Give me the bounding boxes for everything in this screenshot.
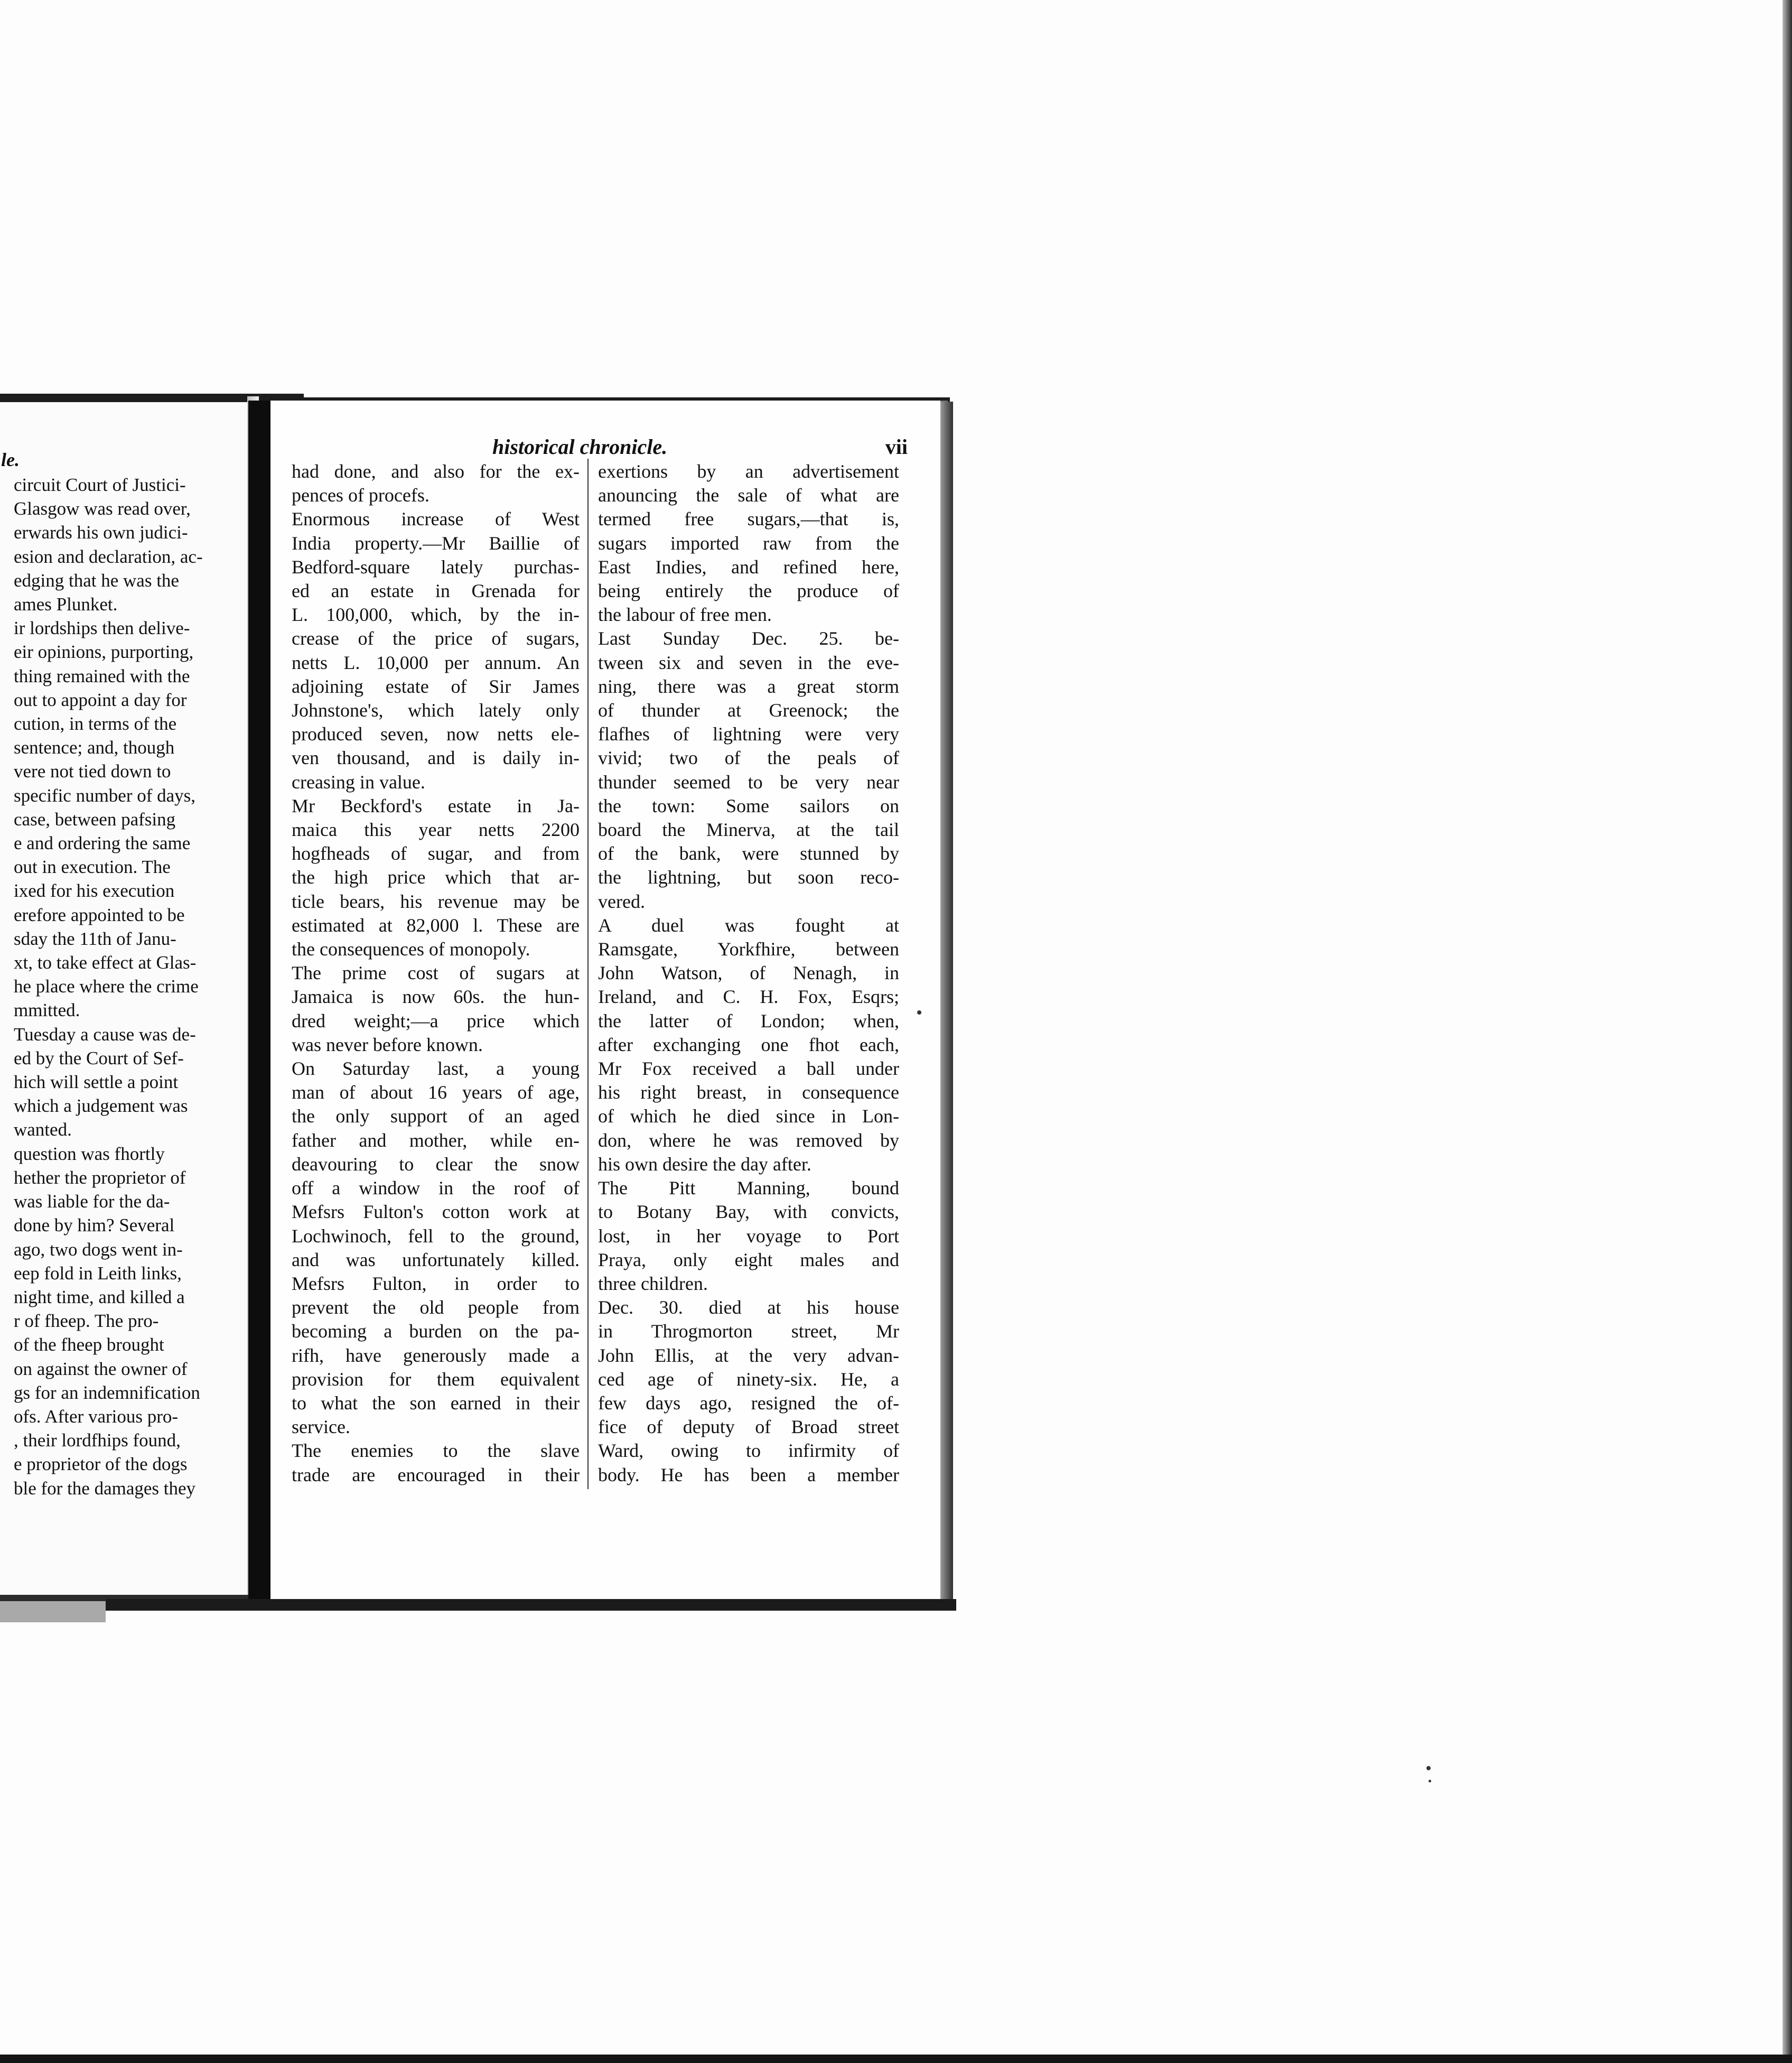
text-line: board the Minerva, at the tail [598,819,899,841]
text-line: the lightning, but soon reco- [598,867,899,888]
text-line: crease of the price of sugars, [292,628,580,649]
text-line: Jamaica is now 60s. the hun- [292,986,580,1008]
text-line: the high price which that ar- [292,867,580,888]
text-line: sugars imported raw from the [598,532,899,554]
text-line: Tuesday a cause was de- [14,1024,196,1045]
text-line: provision for them equivalent [292,1368,580,1390]
text-line: The Pitt Manning, bound [598,1177,899,1199]
text-line: in Throgmorton street, Mr [598,1321,899,1342]
text-line: East Indies, and refined here, [598,556,899,578]
text-line: Mefsrs Fulton's cotton work at [292,1201,580,1223]
text-line: off a window in the roof of [292,1177,580,1199]
text-line: xt, to take effect at Glas- [14,952,197,973]
text-line: Bedford-square lately purchas- [292,556,580,578]
text-line: A duel was fought at [598,914,899,936]
text-line: sday the 11th of Janu- [14,928,176,949]
text-line: of thunder at Greenock; the [598,700,899,721]
text-line: case, between pafsing [14,809,176,830]
book-gutter [248,401,270,1600]
text-line: ble for the damages they [14,1477,196,1499]
text-line: father and mother, while en- [292,1129,580,1151]
text-line: service. [292,1416,350,1438]
text-line: out in execution. The [14,857,171,878]
text-line: rifh, have generously made a [292,1344,580,1366]
ink-speck [917,1010,921,1015]
text-line: of the fheep brought [14,1334,164,1355]
text-line: produced seven, now netts ele- [292,723,580,745]
text-line: being entirely the produce of [598,580,899,602]
text-line: anouncing the sale of what are [598,485,899,506]
text-line: Praya, only eight males and [598,1249,899,1270]
text-line: exertions by an advertisement [598,461,899,482]
text-line: body. He has been a member [598,1464,899,1485]
text-line: erwards his own judici- [14,522,188,543]
text-line: cution, in terms of the [14,713,177,735]
text-line: ning, there was a great storm [598,675,899,697]
text-line: ofs. After various pro- [14,1406,179,1427]
text-line: Mr Beckford's estate in Ja- [292,795,580,816]
text-line: hich will settle a point [14,1072,179,1093]
text-line: ed by the Court of Sef- [14,1047,184,1068]
text-line: eep fold in Leith links, [14,1262,182,1284]
text-line: his right breast, in consequence [598,1082,899,1103]
text-line: was liable for the da- [14,1191,170,1212]
text-line: don, where he was removed by [598,1129,899,1151]
text-line: wanted. [14,1119,72,1140]
text-line: on against the owner of [14,1358,188,1379]
text-line: Enormous increase of West [292,508,580,530]
text-line: eir opinions, purporting, [14,642,194,663]
left-page [0,404,248,1599]
left-running-head: le. [1,449,20,470]
text-line: gs for an indemnification [14,1382,200,1403]
text-line: had done, and also for the ex- [292,461,580,482]
text-line: Dec. 30. died at his house [598,1297,899,1318]
scan-frame-bottom [0,2055,1792,2063]
text-line: estimated at 82,000 l. These are [292,914,580,936]
text-line: , their lordfhips found, [14,1430,181,1451]
text-line: which a judgement was [14,1095,188,1117]
text-line: prevent the old people from [292,1297,580,1318]
text-line: and was unfortunately killed. [292,1249,580,1270]
left-page-shadow [0,1601,106,1622]
text-line: Last Sunday Dec. 25. be- [598,628,899,649]
text-line: Mr Fox received a ball under [598,1058,899,1080]
text-column-1 [292,460,580,1487]
text-line: John Watson, of Nenagh, in [598,962,899,984]
running-head: historical chronicle. [492,435,668,459]
text-line: the consequences of monopoly. [292,938,530,960]
text-line: netts L. 10,000 per annum. An [292,652,580,673]
text-line: ago, two dogs went in- [14,1239,183,1260]
text-line: ed an estate in Grenada for [292,580,580,602]
text-line: after exchanging one fhot each, [598,1034,899,1055]
text-line: to Botany Bay, with convicts, [598,1201,899,1223]
text-line: was never before known. [292,1034,483,1055]
text-line: Ward, owing to infirmity of [598,1440,899,1462]
text-line: Glasgow was read over, [14,498,191,519]
text-line: he place where the crime [14,976,199,997]
text-line: to what the son earned in their [292,1392,580,1414]
text-line: trade are encouraged in their [292,1464,580,1485]
book-bottom-edge [106,1599,956,1611]
text-line: adjoining estate of Sir James [292,675,580,697]
text-line: Mefsrs Fulton, in order to [292,1272,580,1294]
text-line: the latter of London; when, [598,1010,899,1032]
text-line: the only support of an aged [292,1105,580,1127]
text-line: the town: Some sailors on [598,795,899,816]
text-line: vere not tied down to [14,761,171,782]
text-line: creasing in value. [292,771,425,793]
text-line: deavouring to clear the snow [292,1153,580,1175]
text-line: esion and declaration, ac- [14,546,203,567]
text-line: lost, in her voyage to Port [598,1225,899,1247]
text-line: of which he died since in Lon- [598,1105,899,1127]
right-page [270,401,948,1599]
text-line: vered. [598,890,645,912]
text-line: hogfheads of sugar, and from [292,843,580,865]
text-line: becoming a burden on the pa- [292,1321,580,1342]
text-line: three children. [598,1272,708,1294]
text-line: ven thousand, and is daily in- [292,747,580,769]
page-header [492,434,915,461]
text-column-2 [598,460,899,1487]
text-line: few days ago, resigned the of- [598,1392,899,1414]
text-line: his own desire the day after. [598,1153,811,1175]
text-line: out to appoint a day for [14,689,187,710]
text-line: thing remained with the [14,665,190,686]
text-line: India property.—Mr Baillie of [292,532,580,554]
text-line: man of about 16 years of age, [292,1082,580,1103]
text-line: Ramsgate, Yorkfhire, between [598,938,899,960]
text-line: ir lordships then delive- [14,618,190,639]
text-line: flafhes of lightning were very [598,723,899,745]
text-line: erefore appointed to be [14,904,185,925]
text-line: vivid; two of the peals of [598,747,899,769]
text-line: The prime cost of sugars at [292,962,580,984]
text-line: the labour of free men. [598,604,772,626]
text-line: circuit Court of Justici- [14,475,186,495]
text-line: night time, and killed a [14,1286,185,1307]
scan-frame-right [1782,0,1792,2063]
text-line: done by him? Several [14,1215,175,1236]
ink-speck [1426,1766,1431,1770]
text-line: ixed for his execution [14,880,175,902]
text-line: thunder seemed to be very near [598,771,899,793]
text-line: On Saturday last, a young [292,1058,580,1080]
ink-speck [1429,1780,1431,1782]
text-line: e proprietor of the dogs [14,1454,188,1475]
column-rule [587,459,589,1489]
text-line: dred weight;—a price which [292,1010,580,1032]
text-line: tween six and seven in the eve- [598,652,899,673]
text-line: hether the proprietor of [14,1167,186,1188]
text-line: The enemies to the slave [292,1440,580,1462]
text-line: Johnstone's, which lately only [292,700,580,721]
text-line: e and ordering the same [14,833,191,854]
text-line: L. 100,000, which, by the in- [292,604,580,626]
text-line: termed free sugars,—that is, [598,508,899,530]
text-line: Lochwinoch, fell to the ground, [292,1225,580,1247]
text-line: ames Plunket. [14,594,118,615]
text-line: sentence; and, though [14,737,175,758]
text-line: John Ellis, at the very advan- [598,1344,899,1366]
right-page-shadow [940,402,953,1599]
text-line: question was fhortly [14,1143,165,1164]
text-line: of the bank, were stunned by [598,843,899,865]
text-line: maica this year netts 2200 [292,819,580,841]
text-line: fice of deputy of Broad street [598,1416,899,1438]
text-line: ced age of ninety-six. He, a [598,1368,899,1390]
text-line: ticle bears, his revenue may be [292,890,580,912]
text-line: pences of procefs. [292,485,430,506]
text-line: mmitted. [14,1000,80,1021]
left-page-column [14,473,246,1500]
page-number: vii [885,435,908,459]
text-line: edging that he was the [14,570,179,591]
text-line: r of fheep. The pro- [14,1311,159,1332]
text-line: Ireland, and C. H. Fox, Esqrs; [598,986,899,1008]
text-line: specific number of days, [14,785,196,806]
